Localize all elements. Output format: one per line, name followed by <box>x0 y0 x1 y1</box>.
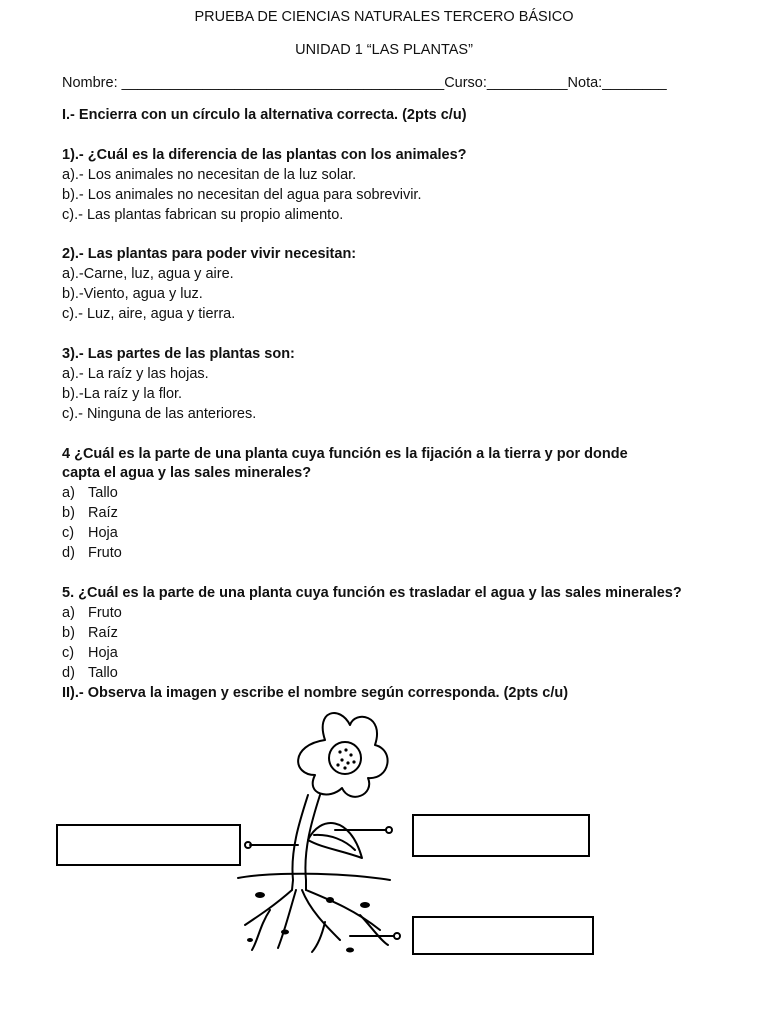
unit-subtitle: UNIDAD 1 “LAS PLANTAS” <box>295 42 473 58</box>
q4-option-d[interactable] <box>62 544 122 562</box>
plant-diagram-icon <box>230 700 420 960</box>
q5-option-a[interactable] <box>62 604 122 622</box>
q2-option-a[interactable]: a).-Carne, luz, agua y aire. <box>62 266 234 282</box>
q3-question: 3).- Las partes de las plantas son: <box>62 346 295 362</box>
answer-box-right-top[interactable] <box>412 814 590 857</box>
q3-option-a[interactable]: a).- La raíz y las hojas. <box>62 366 209 382</box>
q2-option-c[interactable]: c).- Luz, aire, agua y tierra. <box>62 306 236 322</box>
option-letter: b) <box>62 505 75 521</box>
option-text: Hoja <box>88 645 118 661</box>
q1-option-a[interactable]: a).- Los animales no necesitan de la luz solar. <box>62 167 357 183</box>
option-text: Raíz <box>88 505 118 521</box>
option-letter: a) <box>62 485 75 501</box>
option-letter: b) <box>62 625 75 641</box>
q3-option-c[interactable]: c).- Ninguna de las anteriores. <box>62 406 257 422</box>
option-text: Tallo <box>88 665 118 681</box>
option-letter: c) <box>62 525 75 541</box>
q1-option-c[interactable]: c).- Las plantas fabrican su propio alimento. <box>62 207 344 223</box>
q1-option-b[interactable]: b).- Los animales no necesitan del agua para sobrevivir. <box>62 187 422 203</box>
q4-option-c[interactable] <box>62 524 118 542</box>
q4-option-a[interactable] <box>62 484 118 502</box>
q1-question: 1).- ¿Cuál es la diferencia de las plantas con los animales? <box>62 147 467 163</box>
q5-option-d[interactable] <box>62 664 118 682</box>
option-letter: c) <box>62 645 75 661</box>
q2-option-b[interactable]: b).-Viento, agua y luz. <box>62 286 203 302</box>
q5-question: 5. ¿Cuál es la parte de una planta cuya función es trasladar el agua y las sales minerales? <box>62 585 682 601</box>
student-info-line[interactable]: Nombre: ________________________________________Curso:__________Nota:________ <box>62 75 667 91</box>
option-text: Tallo <box>88 485 118 501</box>
option-text: Fruto <box>88 605 122 621</box>
q2-question: 2).- Las plantas para poder vivir necesitan: <box>62 246 357 262</box>
option-letter: d) <box>62 665 75 681</box>
q5-option-c[interactable] <box>62 644 118 662</box>
q4-question-line2: capta el agua y las sales minerales? <box>62 465 312 481</box>
option-text: Raíz <box>88 625 118 641</box>
q4-question-line1: 4 ¿Cuál es la parte de una planta cuya función es la fijación a la tierra y por donde <box>62 446 628 462</box>
q3-option-b[interactable]: b).-La raíz y la flor. <box>62 386 183 402</box>
option-letter: a) <box>62 605 75 621</box>
answer-box-right-bottom[interactable] <box>412 916 594 955</box>
option-text: Hoja <box>88 525 118 541</box>
option-text: Fruto <box>88 545 122 561</box>
q4-option-b[interactable] <box>62 504 118 522</box>
answer-box-left[interactable] <box>56 824 241 866</box>
section1-instruction: I.- Encierra con un círculo la alternativa correcta. (2pts c/u) <box>62 107 467 123</box>
page-title: PRUEBA DE CIENCIAS NATURALES TERCERO BÁSICO <box>194 9 574 25</box>
q5-option-b[interactable] <box>62 624 118 642</box>
option-letter: d) <box>62 545 75 561</box>
section2-instruction: II).- Observa la imagen y escribe el nombre según corresponda. (2pts c/u) <box>62 685 569 701</box>
